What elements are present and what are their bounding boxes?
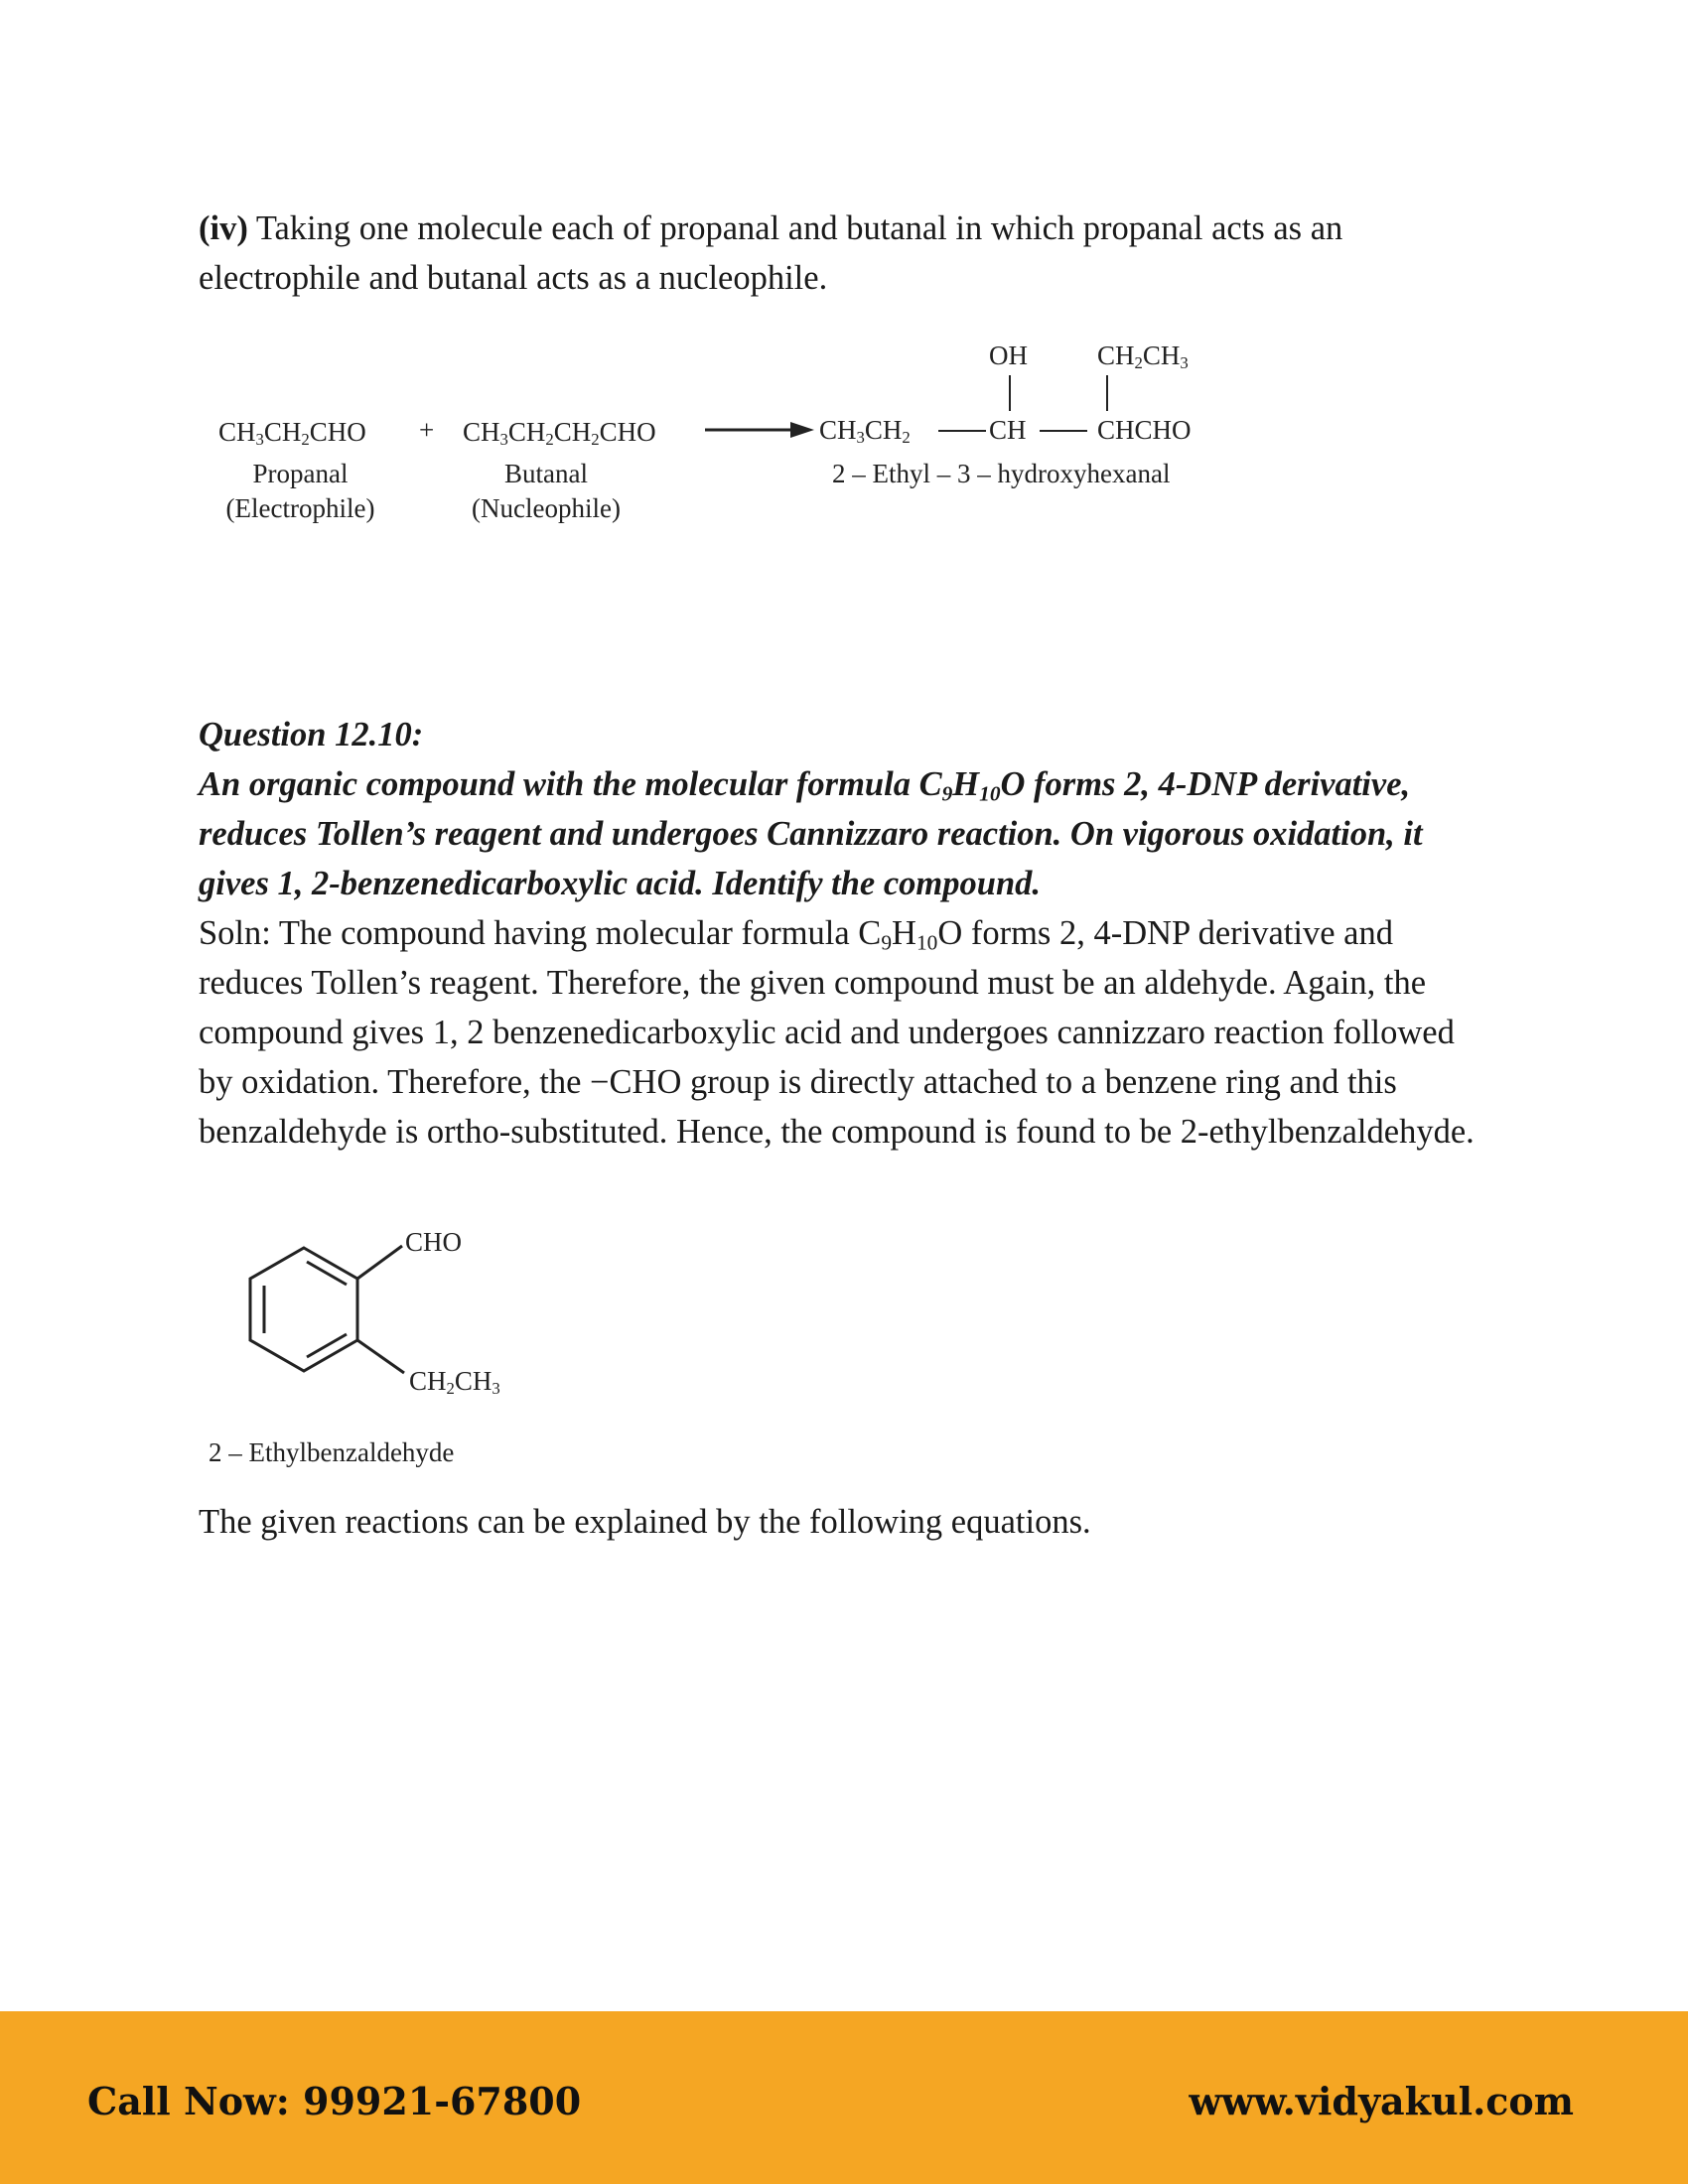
propanal-name: Propanal bbox=[252, 459, 349, 488]
solution-text: Soln: The compound having molecular formula $C_9H_{10}O$ forms 2, 4-DNP derivative and reduces Tollen’s reagent. Therefore, the given compound must be an aldehyde. Again, the compound gives 1, 2 benzenedicarboxylic acid and undergoes cannizzaro reaction followed by oxidation. Therefore, the −CHO group is directly attached to a benzene ring and this benzaldehyde is ortho-substituted. Hence, the compound is found to be 2-ethylbenzaldehyde. bbox=[199, 914, 1475, 1151]
part-iv-label: (iv) bbox=[199, 209, 248, 247]
bond-left bbox=[938, 430, 986, 432]
part-iv-text: Taking one molecule each of propanal and butanal in which propanal acts as an electrophile and butanal acts as a nucleophile. bbox=[199, 209, 1343, 297]
website-link[interactable]: www.vidyakul.com bbox=[1189, 2079, 1574, 2123]
ethyl-bond bbox=[1106, 375, 1108, 411]
footer-banner bbox=[0, 2011, 1688, 2184]
bond-right bbox=[1040, 430, 1087, 432]
structure-caption: 2 – Ethylbenzaldehyde bbox=[209, 1437, 455, 1467]
cho-label: CHO bbox=[405, 1227, 463, 1257]
oh-bond bbox=[1009, 375, 1011, 411]
question-text: An organic compound with the molecular formula $C_9H_{10}O$ forms 2, 4-DNP derivative, reduces Tollen’s reagent and undergoes Cannizzaro reaction. On vigorous oxidation, it gives 1, 2-benzenedicarboxylic acid. Identify the compound. bbox=[199, 765, 1423, 902]
product-ethyl-group: $CH_2CH_3$ bbox=[1097, 341, 1189, 373]
ethyl-label: $CH_2CH_3$ bbox=[409, 1366, 500, 1399]
butanal-name: Butanal bbox=[504, 459, 588, 488]
product-oh: OH bbox=[989, 341, 1028, 370]
propanal-role: (Electrophile) bbox=[225, 493, 375, 523]
product-name: 2 – Ethyl – 3 – hydroxyhexanal bbox=[832, 459, 1171, 488]
call-now-text: Call Now: 99921-67800 bbox=[87, 2079, 582, 2123]
question-title: Question 12.10: bbox=[199, 716, 424, 753]
closing-text: The given reactions can be explained by the following equations. bbox=[199, 1503, 1091, 1541]
reaction-arrow bbox=[705, 420, 814, 440]
part-iv-paragraph bbox=[199, 204, 1489, 303]
butanal-role: (Nucleophile) bbox=[472, 493, 621, 523]
plus-sign: + bbox=[419, 415, 435, 445]
butanal-formula: $CH_3CH_2CH_2CHO$ bbox=[463, 417, 656, 450]
propanal-formula: $CH_3CH_2CHO$ bbox=[218, 417, 366, 450]
product-right-group: CHCHO bbox=[1097, 415, 1192, 445]
product-middle-group: CH bbox=[989, 415, 1027, 445]
product-left-group: $CH_3CH_2$ bbox=[819, 415, 911, 448]
